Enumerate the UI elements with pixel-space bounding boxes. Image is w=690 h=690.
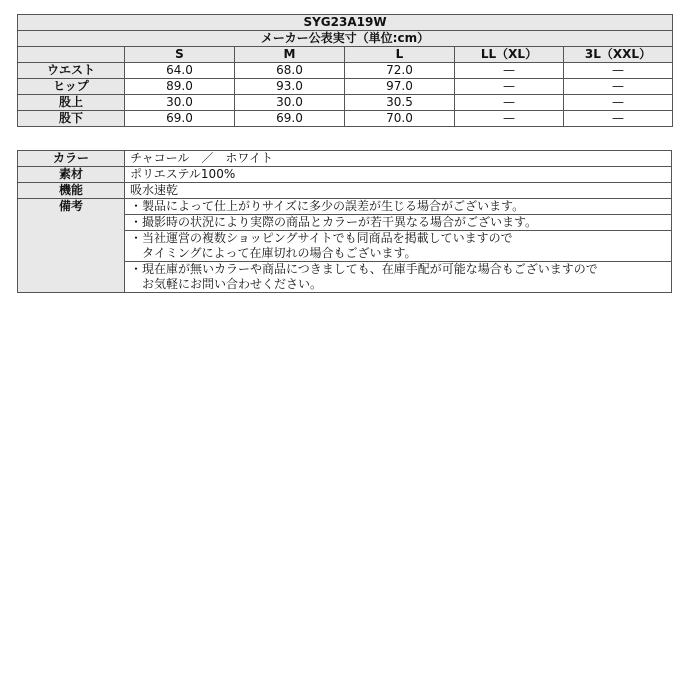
note-line: ・現在庫が無いカラーや商品につきましても、在庫手配が可能な場合もございますので [130,262,598,276]
size-table [17,14,673,127]
spec-label: 備考 [18,199,125,293]
size-cell: 89.0 [125,79,235,95]
size-cell: 70.0 [345,111,455,127]
size-cell: — [455,95,564,111]
size-header: 3L（XXL） [564,47,673,63]
spec-label: 機能 [18,183,125,199]
size-cell: — [455,79,564,95]
size-cell: 72.0 [345,63,455,79]
row-label: 股下 [18,111,125,127]
size-cell: 30.0 [235,95,345,111]
note-item [125,215,672,231]
row-label: ウエスト [18,63,125,79]
size-header: LL（XL） [455,47,564,63]
size-header-empty [18,47,125,63]
size-header: S [125,47,235,63]
note-line: ・当社運営の複数ショッピングサイトでも同商品を掲載していますので [130,231,513,245]
note-item [125,262,672,293]
spec-row-material [18,167,672,183]
size-row-inseam [18,111,673,127]
spec-row-color [18,151,672,167]
size-row-waist [18,63,673,79]
size-cell: 30.5 [345,95,455,111]
row-label: ヒップ [18,79,125,95]
size-cell: 93.0 [235,79,345,95]
size-cell: — [564,95,673,111]
spec-label: カラー [18,151,125,167]
note-line: タイミングによって在庫切れの場合もございます。 [130,246,417,260]
size-cell: 97.0 [345,79,455,95]
size-header: M [235,47,345,63]
spec-row-function [18,183,672,199]
spec-value: ポリエステル100% [125,167,672,183]
size-table-subtitle: メーカー公表実寸（単位:cm） [18,31,673,47]
product-code: SYG23A19W [18,15,673,31]
note-item [125,199,672,215]
note-line: お気軽にお問い合わせください。 [130,277,323,291]
spec-label: 素材 [18,167,125,183]
size-row-rise [18,95,673,111]
note-line: ・製品によって仕上がりサイズに多少の誤差が生じる場合がございます。 [130,199,525,213]
size-cell: 69.0 [235,111,345,127]
size-cell: 30.0 [125,95,235,111]
size-cell: — [564,111,673,127]
size-cell: 69.0 [125,111,235,127]
size-cell: 64.0 [125,63,235,79]
spec-table [17,150,672,293]
row-label: 股上 [18,95,125,111]
size-cell: — [455,111,564,127]
spec-value: 吸水速乾 [125,183,672,199]
size-row-hip [18,79,673,95]
spec-row-note-1 [18,199,672,215]
size-cell: — [564,79,673,95]
note-line: ・撮影時の状況により実際の商品とカラーが若干異なる場合がございます。 [130,215,538,229]
size-cell: — [564,63,673,79]
size-cell: — [455,63,564,79]
spec-value: チャコール ／ ホワイト [125,151,672,167]
size-header: L [345,47,455,63]
size-cell: 68.0 [235,63,345,79]
note-item [125,231,672,262]
